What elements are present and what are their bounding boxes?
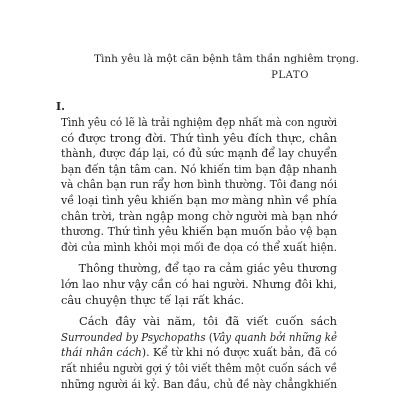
text-line: Tình yêu có lẽ là trải nghiệm đẹp nhất mà con người	[61, 115, 337, 129]
book-subtitle: Vây quanh bởi những kẻ	[212, 329, 337, 344]
after-subtitle: ). Kể từ khi nó được xuất bản, đã có	[141, 345, 337, 360]
epigraph-quote: Tình yêu là một căn bệnh tâm thần nghiêm trọng.	[94, 53, 360, 65]
section-number: I.	[56, 100, 65, 113]
paragraph-3	[61, 314, 337, 392]
body-text	[61, 115, 337, 392]
text-line: thành, được đáp lại, có đủ sức mạnh để lay chuyển	[61, 146, 337, 161]
epigraph-author: PLATO	[271, 70, 309, 81]
text-line: bạn đến tận tâm can. Nó khiến tim bạn đập nhanh	[61, 161, 337, 176]
text-line: câu chuyện thực tế lại rất khác.	[61, 292, 245, 307]
text-line: lớn lao như vậy cần có hai người. Nhưng đôi khi,	[61, 276, 337, 291]
text-line: thương. Thứ tình yêu khiến bạn muốn bảo vệ bạn	[61, 224, 337, 239]
text-line	[61, 345, 337, 361]
text-line: chân trời, tràn ngập mong chờ người mà bạn nhớ	[61, 208, 337, 223]
book-subtitle-cont: thái nhân cách	[61, 345, 142, 360]
paragraph-1	[61, 115, 337, 255]
text-line: và chân bạn run rẩy hơn bình thường. Tôi đang nói	[61, 177, 337, 192]
book-title: Surrounded by Psychopaths	[61, 329, 206, 344]
text-line: đời của mình khỏi mọi mối đe dọa có thể xuất hiện.	[61, 239, 337, 254]
text-line: rất nhiều người gợi ý tôi viết thêm một cuốn sách về	[61, 360, 337, 375]
text-line: có được trong đời. Thứ tình yêu đích thực, chân	[61, 130, 337, 145]
text-line: Cách đây vài năm, tôi đã viết cuốn sách	[79, 314, 337, 329]
text-line	[61, 329, 337, 346]
paren-open: (	[205, 329, 213, 344]
text-line: những người ái kỷ. Ban đầu, chủ đề này chẳngkhiến	[61, 376, 337, 391]
paragraph-2	[61, 261, 337, 308]
text-line: về loại tình yêu khiến bạn mơ màng nhìn về phía	[61, 192, 337, 207]
text-line: Thông thường, để tạo ra cảm giác yêu thương	[78, 261, 338, 276]
